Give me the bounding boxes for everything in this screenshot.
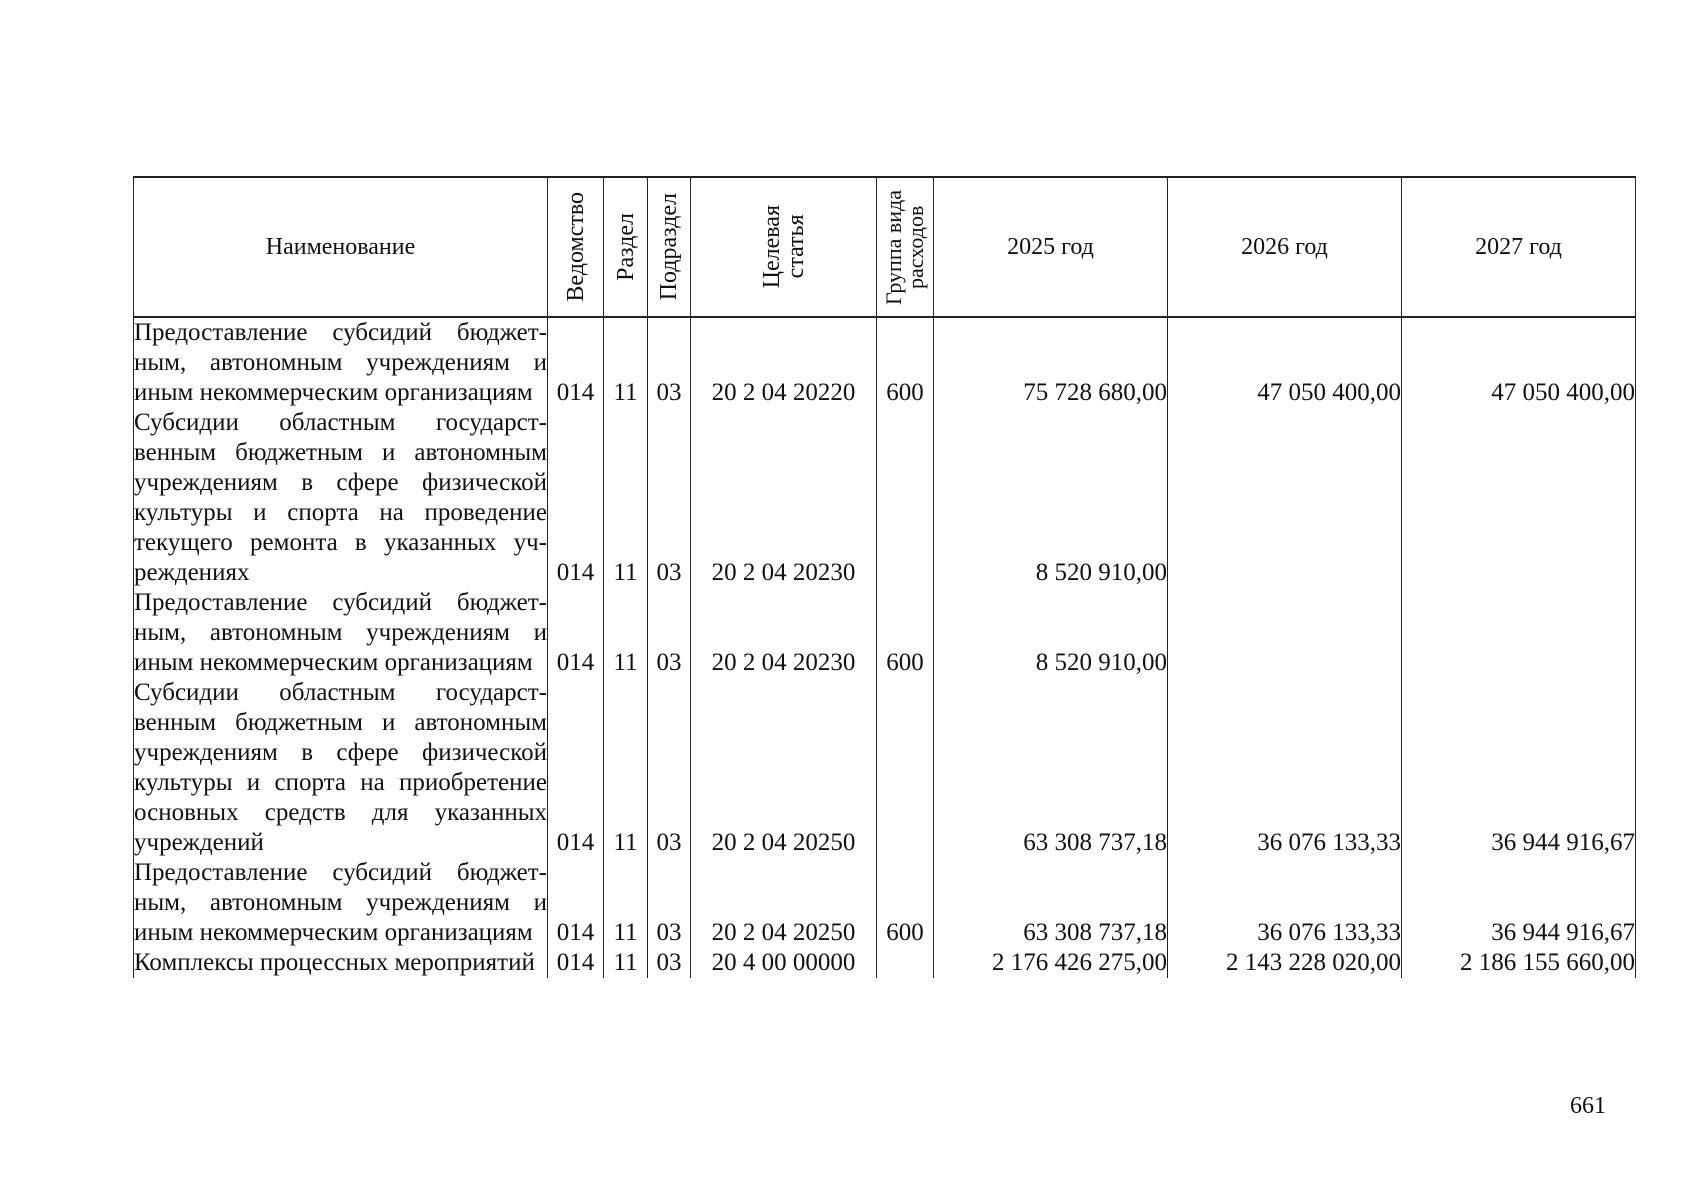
cell-target-article: 20 2 04 20230 — [691, 588, 877, 678]
cell-expense-group: 600 — [877, 317, 934, 408]
cell-expense-group — [877, 678, 934, 858]
cell-amount-2027: 47 050 400,00 — [1402, 317, 1636, 408]
cell-section: 11 — [604, 858, 648, 948]
header-year-2026: 2026 год — [1168, 177, 1402, 317]
cell-target-article: 20 2 04 20250 — [691, 678, 877, 858]
table-row — [134, 678, 1636, 858]
cell-name: Предоставление субсидий бюджетным, автономным учреждениям и иным некоммерческим организациям — [134, 859, 547, 946]
header-target-article: Целевая статья — [691, 177, 877, 317]
table-row — [134, 408, 1636, 588]
cell-subsection: 03 — [648, 678, 691, 858]
cell-name: Субсидии областным государственным бюджетным и автономным учреждениям в сфере физической культуры и спорта на проведение текущего ремонта в указанных учреждениях — [134, 409, 547, 586]
cell-name: Предоставление субсидий бюджетным, автономным учреждениям и иным некоммерческим организациям — [134, 319, 547, 406]
cell-amount-2027 — [1402, 408, 1636, 588]
header-year-2025: 2025 год — [934, 177, 1168, 317]
header-name: Наименование — [134, 177, 548, 317]
cell-name: Предоставление субсидий бюджетным, автономным учреждениям и иным некоммерческим организациям — [134, 589, 547, 676]
table-row — [134, 948, 1636, 978]
cell-amount-2025: 63 308 737,18 — [934, 678, 1168, 858]
table-row — [134, 858, 1636, 948]
cell-name: Субсидии областным государственным бюджетным и автономным учреждениям в сфере физической культуры и спорта на приобретение основных средств для указанных учреждений — [134, 679, 547, 856]
cell-amount-2025: 75 728 680,00 — [934, 317, 1168, 408]
cell-amount-2026: 2 143 228 020,00 — [1168, 948, 1402, 978]
cell-expense-group: 600 — [877, 588, 934, 678]
cell-section: 11 — [604, 588, 648, 678]
header-section: Раздел — [604, 177, 648, 317]
cell-department: 014 — [548, 858, 604, 948]
cell-section: 11 — [604, 317, 648, 408]
header-year-2027: 2027 год — [1402, 177, 1636, 317]
cell-amount-2025: 8 520 910,00 — [934, 408, 1168, 588]
cell-amount-2026: 36 076 133,33 — [1168, 858, 1402, 948]
cell-subsection: 03 — [648, 948, 691, 978]
cell-amount-2027 — [1402, 588, 1636, 678]
cell-name: Комплексы процессных мероприятий — [134, 948, 548, 978]
cell-section: 11 — [604, 678, 648, 858]
cell-expense-group — [877, 408, 934, 588]
cell-target-article: 20 2 04 20230 — [691, 408, 877, 588]
header-subsection: Подраздел — [648, 177, 691, 317]
cell-amount-2027: 36 944 916,67 — [1402, 678, 1636, 858]
cell-department: 014 — [548, 678, 604, 858]
cell-amount-2027: 36 944 916,67 — [1402, 858, 1636, 948]
cell-amount-2026 — [1168, 408, 1402, 588]
cell-subsection: 03 — [648, 858, 691, 948]
cell-department: 014 — [548, 317, 604, 408]
cell-subsection: 03 — [648, 408, 691, 588]
cell-amount-2026 — [1168, 588, 1402, 678]
cell-section: 11 — [604, 948, 648, 978]
header-department: Ведомство — [548, 177, 604, 317]
page-number: 661 — [1570, 1093, 1606, 1119]
cell-amount-2025: 8 520 910,00 — [934, 588, 1168, 678]
table-row — [134, 588, 1636, 678]
cell-target-article: 20 2 04 20250 — [691, 858, 877, 948]
cell-department: 014 — [548, 408, 604, 588]
cell-amount-2025: 63 308 737,18 — [934, 858, 1168, 948]
cell-target-article: 20 4 00 00000 — [691, 948, 877, 978]
cell-subsection: 03 — [648, 317, 691, 408]
cell-amount-2025: 2 176 426 275,00 — [934, 948, 1168, 978]
cell-amount-2026: 47 050 400,00 — [1168, 317, 1402, 408]
cell-department: 014 — [548, 588, 604, 678]
cell-expense-group — [877, 948, 934, 978]
cell-section: 11 — [604, 408, 648, 588]
table-body — [134, 317, 1636, 978]
cell-target-article: 20 2 04 20220 — [691, 317, 877, 408]
cell-expense-group: 600 — [877, 858, 934, 948]
cell-amount-2026: 36 076 133,33 — [1168, 678, 1402, 858]
table-header — [134, 177, 1636, 317]
cell-subsection: 03 — [648, 588, 691, 678]
cell-department: 014 — [548, 948, 604, 978]
cell-amount-2027: 2 186 155 660,00 — [1402, 948, 1636, 978]
header-expense-group: Группа вида расходов — [877, 177, 934, 317]
budget-table — [133, 176, 1636, 978]
table-row — [134, 317, 1636, 408]
